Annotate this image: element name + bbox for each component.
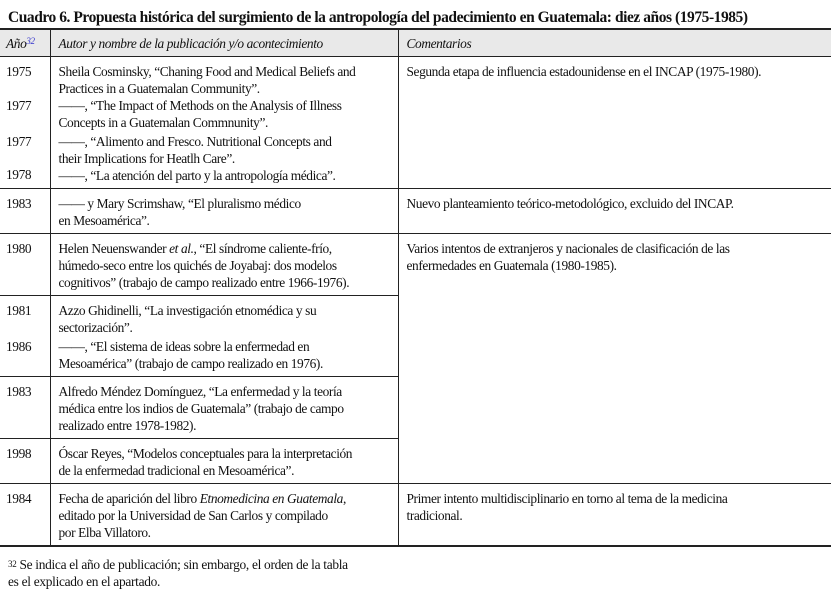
header-comments: Comentarios	[398, 29, 831, 57]
text-line: —— y Mary Scrimshaw, “El pluralismo médico	[58, 196, 301, 211]
text-line: en Mesoamérica”.	[58, 213, 150, 228]
year: 1978	[6, 167, 32, 182]
text-line: ——, “Alimento and Fresco. Nutritional Concepts and	[58, 134, 332, 149]
comment-cell: Segunda etapa de influencia estadounidense en el INCAP (1975-1980).	[406, 64, 762, 79]
author-cell	[50, 484, 398, 547]
text-line: Sheila Cosminsky, “Chaning Food and Medical Beliefs and	[58, 64, 356, 79]
text-line: ——, “La atención del parto y la antropología médica”.	[58, 168, 336, 183]
author-cell	[50, 57, 398, 189]
italic-text: et al.	[169, 241, 194, 256]
title-text: , “El síndrome caliente-frío,	[193, 241, 332, 256]
text-line: realizado entre 1978-1982).	[58, 418, 197, 433]
author-name: Helen Neuenswander	[58, 241, 170, 256]
text-line: por Elba Villatoro.	[58, 525, 151, 540]
header-year	[0, 29, 50, 57]
text-line	[59, 240, 390, 257]
comment-cell	[398, 484, 831, 547]
table-row	[0, 484, 831, 547]
author-cell	[50, 234, 398, 296]
footnote	[0, 556, 831, 590]
header-year-label: Año	[6, 36, 27, 51]
table-caption: Cuadro 6. Propuesta histórica del surgimiento de la antropología del padecimiento en Guatemala: diez años (1975-1985)	[8, 9, 748, 26]
author-cell	[50, 439, 398, 484]
comment-cell	[398, 234, 831, 484]
footnote-ref-link[interactable]: 32	[26, 36, 35, 46]
year-cell: 1983	[0, 377, 50, 439]
year: 1986	[6, 339, 32, 354]
book-title: Etnomedicina en Guatemala	[199, 491, 343, 506]
text-line: es el explicado en el apartado.	[8, 574, 161, 589]
footnote-mark: 32	[8, 559, 17, 569]
table-row	[0, 57, 831, 189]
text-line: médica entre los indios de Guatemala” (trabajo de campo	[58, 401, 344, 416]
text-line: de la enfermedad tradicional en Mesoamérica”.	[58, 463, 295, 478]
author-cell	[50, 189, 398, 234]
text-line: sectorización”.	[58, 320, 133, 335]
text-line: Azzo Ghidinelli, “La investigación etnomédica y su	[58, 303, 317, 318]
text-line: Óscar Reyes, “Modelos conceptuales para la interpretación	[58, 446, 353, 461]
year: 1977	[6, 134, 32, 149]
text-line: ——, “The Impact of Methods on the Analysis of Illness	[58, 98, 342, 113]
text-line	[59, 490, 390, 507]
year-cell	[0, 57, 50, 189]
text-line: Mesoamérica” (trabajo de campo realizado en 1976).	[58, 356, 323, 371]
text-line: Concepts in a Guatemalan Commnunity”.	[58, 115, 268, 130]
text-line: Varios intentos de extranjeros y nacionales de clasificación de las	[406, 241, 730, 256]
text-line: Practices in a Guatemalan Community”.	[58, 81, 260, 96]
year: 1981	[6, 303, 32, 318]
text-line: tradicional.	[406, 508, 463, 523]
year-cell: 1980	[0, 234, 50, 296]
table-row	[0, 189, 831, 234]
author-cell	[50, 377, 398, 439]
history-table	[0, 28, 831, 547]
text-line: cognitivos” (trabajo de campo realizado entre 1966-1976).	[58, 275, 350, 290]
year-cell: 1984	[0, 484, 50, 547]
plain-text: ,	[342, 491, 346, 506]
header-row	[0, 29, 831, 57]
year: 1977	[6, 98, 32, 113]
year: 1975	[6, 64, 32, 79]
table-row	[0, 234, 831, 296]
text-line: Primer intento multidisciplinario en torno al tema de la medicina	[406, 491, 728, 506]
year-cell: 1998	[0, 439, 50, 484]
text-line: their Implications for Heatlh Care”.	[58, 151, 235, 166]
plain-text: Fecha de aparición del libro	[58, 491, 200, 506]
text-line: Alfredo Méndez Domínguez, “La enfermedad y la teoría	[58, 384, 342, 399]
year-cell: 1983	[0, 189, 50, 234]
footnote-text: Se indica el año de publicación; sin embargo, el orden de la tabla	[16, 557, 348, 572]
comment-cell: Nuevo planteamiento teórico-metodológico, excluido del INCAP.	[406, 196, 734, 211]
text-line: húmedo-seco entre los quichés de Joyabaj: dos modelos	[58, 258, 337, 273]
text-line: ——, “El sistema de ideas sobre la enfermedad en	[58, 339, 310, 354]
author-cell	[50, 296, 398, 377]
text-line: enfermedades en Guatemala (1980-1985).	[406, 258, 617, 273]
header-author: Autor y nombre de la publicación y/o acontecimiento	[50, 29, 398, 57]
text-line: editado por la Universidad de San Carlos y compilado	[58, 508, 328, 523]
year-cell	[0, 296, 50, 377]
